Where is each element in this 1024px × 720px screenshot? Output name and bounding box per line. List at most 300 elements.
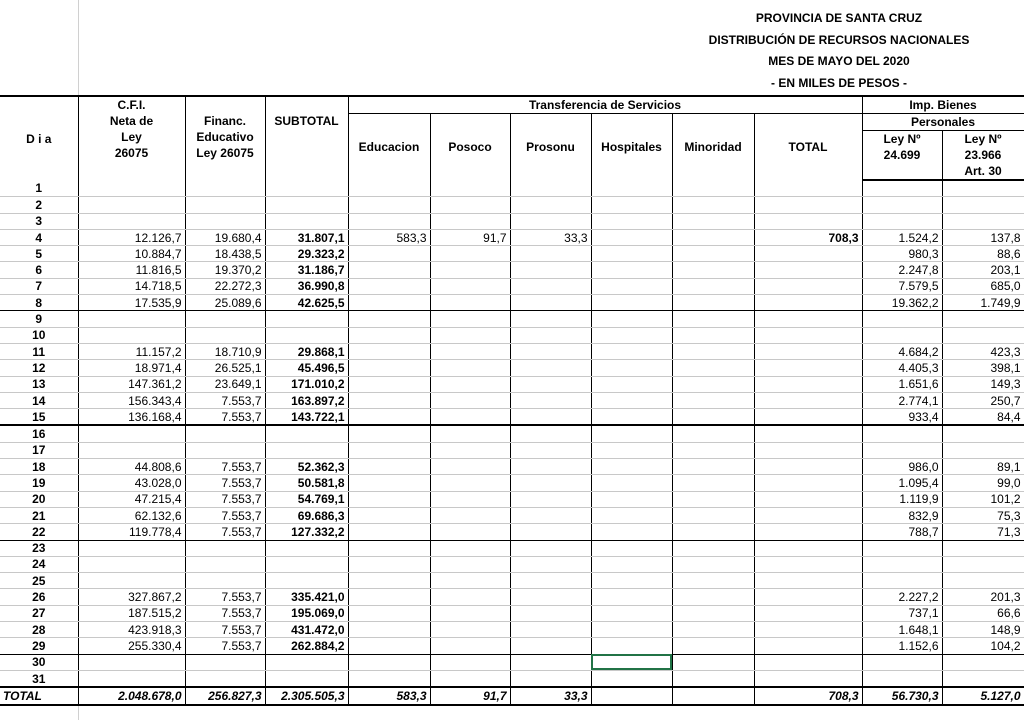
cfi-cell[interactable]: 255.330,4 — [78, 638, 185, 654]
subtotal-cell[interactable]: 45.496,5 — [265, 360, 348, 376]
cfi-cell[interactable]: 43.028,0 — [78, 475, 185, 491]
financ-cell[interactable] — [185, 540, 265, 556]
header-dia[interactable]: D i a — [0, 96, 78, 180]
prosonu-cell[interactable] — [510, 442, 591, 458]
cfi-cell[interactable] — [78, 213, 185, 229]
posoco-cell[interactable] — [430, 442, 510, 458]
educacion-cell[interactable] — [348, 670, 430, 687]
prosonu-cell[interactable] — [510, 654, 591, 670]
posoco-cell[interactable] — [430, 246, 510, 262]
educacion-cell[interactable] — [348, 360, 430, 376]
ley-24699-cell[interactable]: 4.684,2 — [862, 343, 942, 359]
posoco-cell[interactable] — [430, 376, 510, 392]
subtotal-cell[interactable]: 31.807,1 — [265, 229, 348, 245]
dia-cell[interactable]: 19 — [0, 475, 78, 491]
educacion-cell[interactable] — [348, 605, 430, 621]
cfi-cell[interactable]: 147.361,2 — [78, 376, 185, 392]
ley-23966-cell[interactable]: 423,3 — [942, 343, 1024, 359]
ley-24699-cell[interactable]: 2.227,2 — [862, 589, 942, 605]
financ-cell[interactable]: 7.553,7 — [185, 605, 265, 621]
prosonu-cell[interactable] — [510, 475, 591, 491]
subtotal-cell[interactable]: 52.362,3 — [265, 459, 348, 475]
dia-cell[interactable]: 13 — [0, 376, 78, 392]
minoridad-cell[interactable] — [672, 392, 754, 408]
posoco-cell[interactable]: 91,7 — [430, 229, 510, 245]
posoco-cell[interactable] — [430, 589, 510, 605]
financ-cell[interactable]: 18.710,9 — [185, 343, 265, 359]
educacion-cell[interactable] — [348, 442, 430, 458]
header-hospitales[interactable]: Hospitales — [591, 114, 672, 181]
ley-23966-cell[interactable]: 137,8 — [942, 229, 1024, 245]
financ-cell[interactable]: 26.525,1 — [185, 360, 265, 376]
hospitales-cell[interactable] — [591, 540, 672, 556]
posoco-cell[interactable] — [430, 409, 510, 426]
posoco-cell[interactable] — [430, 654, 510, 670]
total-cell[interactable] — [754, 670, 862, 687]
dia-cell[interactable]: 21 — [0, 507, 78, 523]
subtotal-cell[interactable]: 335.421,0 — [265, 589, 348, 605]
ley-24699-cell[interactable] — [862, 197, 942, 213]
educacion-cell[interactable] — [348, 409, 430, 426]
cfi-cell[interactable]: 18.971,4 — [78, 360, 185, 376]
dia-cell[interactable]: 22 — [0, 524, 78, 540]
total-cell[interactable] — [754, 475, 862, 491]
hospitales-cell[interactable] — [591, 425, 672, 442]
dia-cell[interactable]: 8 — [0, 295, 78, 311]
financ-cell[interactable]: 25.089,6 — [185, 295, 265, 311]
financ-cell[interactable] — [185, 327, 265, 343]
posoco-cell[interactable] — [430, 425, 510, 442]
total-cell[interactable] — [754, 540, 862, 556]
financ-cell[interactable] — [185, 556, 265, 572]
ley-24699-cell[interactable]: 1.152,6 — [862, 638, 942, 654]
total-cell[interactable] — [754, 262, 862, 278]
cfi-cell[interactable] — [78, 556, 185, 572]
financ-cell[interactable] — [185, 213, 265, 229]
financ-cell[interactable]: 18.438,5 — [185, 246, 265, 262]
header-prosonu[interactable]: Prosonu — [510, 114, 591, 181]
subtotal-cell[interactable]: 143.722,1 — [265, 409, 348, 426]
total-cell[interactable] — [754, 360, 862, 376]
subtotal-cell[interactable] — [265, 197, 348, 213]
prosonu-cell[interactable] — [510, 392, 591, 408]
financ-cell[interactable] — [185, 670, 265, 687]
ley-23966-cell[interactable]: 88,6 — [942, 246, 1024, 262]
minoridad-cell[interactable] — [672, 589, 754, 605]
ley-23966-cell[interactable] — [942, 573, 1024, 589]
dia-cell[interactable]: 27 — [0, 605, 78, 621]
ley-24699-cell[interactable]: 832,9 — [862, 507, 942, 523]
cfi-cell[interactable]: 156.343,4 — [78, 392, 185, 408]
ley-24699-cell[interactable] — [862, 327, 942, 343]
ley-23966-cell[interactable] — [942, 670, 1024, 687]
subtotal-cell[interactable] — [265, 654, 348, 670]
educacion-cell[interactable]: 583,3 — [348, 229, 430, 245]
posoco-cell[interactable] — [430, 360, 510, 376]
dia-cell[interactable]: 1 — [0, 180, 78, 197]
total-cell[interactable] — [754, 442, 862, 458]
cfi-cell[interactable] — [78, 180, 185, 197]
hospitales-cell[interactable] — [591, 213, 672, 229]
posoco-cell[interactable] — [430, 638, 510, 654]
ley-24699-cell[interactable]: 1.651,6 — [862, 376, 942, 392]
posoco-cell[interactable] — [430, 311, 510, 327]
hospitales-cell[interactable] — [591, 409, 672, 426]
posoco-cell[interactable] — [430, 213, 510, 229]
prosonu-cell[interactable] — [510, 409, 591, 426]
prosonu-cell[interactable] — [510, 524, 591, 540]
header-posoco[interactable]: Posoco — [430, 114, 510, 181]
minoridad-cell[interactable] — [672, 262, 754, 278]
posoco-cell[interactable] — [430, 670, 510, 687]
ley-23966-cell[interactable]: 66,6 — [942, 605, 1024, 621]
header-cfi[interactable] — [78, 96, 185, 180]
prosonu-cell[interactable] — [510, 670, 591, 687]
subtotal-cell[interactable] — [265, 180, 348, 197]
subtotal-cell[interactable] — [265, 556, 348, 572]
subtotal-cell[interactable] — [265, 573, 348, 589]
subtotal-cell[interactable] — [265, 442, 348, 458]
total-cell[interactable] — [754, 376, 862, 392]
dia-cell[interactable]: 16 — [0, 425, 78, 442]
subtotal-cell[interactable]: 29.323,2 — [265, 246, 348, 262]
cfi-cell[interactable]: 136.168,4 — [78, 409, 185, 426]
minoridad-cell[interactable] — [672, 670, 754, 687]
posoco-cell[interactable] — [430, 475, 510, 491]
hospitales-cell[interactable] — [591, 343, 672, 359]
prosonu-cell[interactable] — [510, 295, 591, 311]
total-total-cell[interactable]: 708,3 — [754, 687, 862, 704]
hospitales-cell[interactable] — [591, 605, 672, 621]
hospitales-cell[interactable] — [591, 491, 672, 507]
educacion-cell[interactable] — [348, 343, 430, 359]
ley-24699-cell[interactable]: 1.119,9 — [862, 491, 942, 507]
posoco-cell[interactable] — [430, 295, 510, 311]
prosonu-cell[interactable]: 33,3 — [510, 229, 591, 245]
ley-24699-cell[interactable]: 933,4 — [862, 409, 942, 426]
total-subtotal-cell[interactable]: 2.305.505,3 — [265, 687, 348, 704]
subtotal-cell[interactable] — [265, 213, 348, 229]
total-cell[interactable] — [754, 459, 862, 475]
ley-23966-cell[interactable] — [942, 556, 1024, 572]
ley-23966-cell[interactable]: 104,2 — [942, 638, 1024, 654]
total-ley-23966-cell[interactable]: 5.127,0 — [942, 687, 1024, 704]
cfi-cell[interactable]: 17.535,9 — [78, 295, 185, 311]
total-cell[interactable] — [754, 589, 862, 605]
ley-23966-cell[interactable]: 1.749,9 — [942, 295, 1024, 311]
total-cell[interactable] — [754, 197, 862, 213]
dia-cell[interactable]: 5 — [0, 246, 78, 262]
total-cell[interactable] — [754, 507, 862, 523]
total-educacion-cell[interactable]: 583,3 — [348, 687, 430, 704]
ley-24699-cell[interactable] — [862, 442, 942, 458]
total-ley-24699-cell[interactable]: 56.730,3 — [862, 687, 942, 704]
ley-24699-cell[interactable]: 980,3 — [862, 246, 942, 262]
posoco-cell[interactable] — [430, 459, 510, 475]
subtotal-cell[interactable]: 262.884,2 — [265, 638, 348, 654]
minoridad-cell[interactable] — [672, 327, 754, 343]
total-financ-cell[interactable]: 256.827,3 — [185, 687, 265, 704]
educacion-cell[interactable] — [348, 573, 430, 589]
cfi-cell[interactable]: 12.126,7 — [78, 229, 185, 245]
minoridad-cell[interactable] — [672, 278, 754, 294]
financ-cell[interactable]: 19.680,4 — [185, 229, 265, 245]
educacion-cell[interactable] — [348, 654, 430, 670]
cfi-cell[interactable]: 11.157,2 — [78, 343, 185, 359]
ley-24699-cell[interactable]: 7.579,5 — [862, 278, 942, 294]
posoco-cell[interactable] — [430, 262, 510, 278]
prosonu-cell[interactable] — [510, 459, 591, 475]
subtotal-cell[interactable] — [265, 425, 348, 442]
posoco-cell[interactable] — [430, 343, 510, 359]
subtotal-cell[interactable]: 31.186,7 — [265, 262, 348, 278]
financ-cell[interactable]: 7.553,7 — [185, 475, 265, 491]
financ-cell[interactable]: 7.553,7 — [185, 459, 265, 475]
posoco-cell[interactable] — [430, 197, 510, 213]
hospitales-cell[interactable] — [591, 360, 672, 376]
minoridad-cell[interactable] — [672, 229, 754, 245]
educacion-cell[interactable] — [348, 295, 430, 311]
cfi-cell[interactable] — [78, 197, 185, 213]
ley-23966-cell[interactable]: 398,1 — [942, 360, 1024, 376]
ley-23966-cell[interactable]: 149,3 — [942, 376, 1024, 392]
prosonu-cell[interactable] — [510, 180, 591, 197]
financ-cell[interactable] — [185, 425, 265, 442]
educacion-cell[interactable] — [348, 622, 430, 638]
hospitales-cell[interactable] — [591, 392, 672, 408]
educacion-cell[interactable] — [348, 524, 430, 540]
total-posoco-cell[interactable]: 91,7 — [430, 687, 510, 704]
dia-cell[interactable]: 12 — [0, 360, 78, 376]
posoco-cell[interactable] — [430, 540, 510, 556]
ley-23966-cell[interactable]: 71,3 — [942, 524, 1024, 540]
ley-23966-cell[interactable] — [942, 197, 1024, 213]
hospitales-cell[interactable] — [591, 197, 672, 213]
minoridad-cell[interactable] — [672, 573, 754, 589]
minoridad-cell[interactable] — [672, 343, 754, 359]
prosonu-cell[interactable] — [510, 491, 591, 507]
hospitales-cell[interactable] — [591, 327, 672, 343]
minoridad-cell[interactable] — [672, 442, 754, 458]
educacion-cell[interactable] — [348, 475, 430, 491]
prosonu-cell[interactable] — [510, 311, 591, 327]
minoridad-cell[interactable] — [672, 311, 754, 327]
dia-cell[interactable]: 28 — [0, 622, 78, 638]
financ-cell[interactable] — [185, 654, 265, 670]
ley-24699-cell[interactable]: 4.405,3 — [862, 360, 942, 376]
minoridad-cell[interactable] — [672, 524, 754, 540]
prosonu-cell[interactable] — [510, 197, 591, 213]
total-cell[interactable] — [754, 409, 862, 426]
dia-cell[interactable]: 30 — [0, 654, 78, 670]
total-cell[interactable] — [754, 311, 862, 327]
prosonu-cell[interactable] — [510, 573, 591, 589]
dia-cell[interactable]: 7 — [0, 278, 78, 294]
dia-cell[interactable]: 4 — [0, 229, 78, 245]
prosonu-cell[interactable] — [510, 425, 591, 442]
educacion-cell[interactable] — [348, 278, 430, 294]
header-educacion[interactable]: Educacion — [348, 114, 430, 181]
ley-23966-cell[interactable] — [942, 540, 1024, 556]
dia-cell[interactable]: 23 — [0, 540, 78, 556]
hospitales-cell[interactable] — [591, 262, 672, 278]
dia-cell[interactable]: 26 — [0, 589, 78, 605]
ley-24699-cell[interactable] — [862, 540, 942, 556]
subtotal-cell[interactable]: 36.990,8 — [265, 278, 348, 294]
hospitales-cell[interactable] — [591, 654, 672, 670]
hospitales-cell[interactable] — [591, 589, 672, 605]
total-cell[interactable] — [754, 180, 862, 197]
dia-cell[interactable]: 29 — [0, 638, 78, 654]
dia-cell[interactable]: 2 — [0, 197, 78, 213]
financ-cell[interactable] — [185, 197, 265, 213]
ley-24699-cell[interactable]: 2.247,8 — [862, 262, 942, 278]
prosonu-cell[interactable] — [510, 605, 591, 621]
ley-23966-cell[interactable]: 685,0 — [942, 278, 1024, 294]
dia-cell[interactable]: 31 — [0, 670, 78, 687]
prosonu-cell[interactable] — [510, 278, 591, 294]
dia-cell[interactable]: 9 — [0, 311, 78, 327]
ley-23966-cell[interactable]: 84,4 — [942, 409, 1024, 426]
ley-24699-cell[interactable]: 2.774,1 — [862, 392, 942, 408]
minoridad-cell[interactable] — [672, 295, 754, 311]
cfi-cell[interactable] — [78, 573, 185, 589]
header-ley-23966[interactable] — [942, 131, 1024, 181]
minoridad-cell[interactable] — [672, 654, 754, 670]
hospitales-cell[interactable] — [591, 622, 672, 638]
financ-cell[interactable] — [185, 573, 265, 589]
total-cell[interactable] — [754, 246, 862, 262]
dia-cell[interactable]: 6 — [0, 262, 78, 278]
educacion-cell[interactable] — [348, 180, 430, 197]
financ-cell[interactable]: 19.370,2 — [185, 262, 265, 278]
subtotal-cell[interactable] — [265, 670, 348, 687]
cfi-cell[interactable] — [78, 311, 185, 327]
ley-24699-cell[interactable]: 788,7 — [862, 524, 942, 540]
minoridad-cell[interactable] — [672, 638, 754, 654]
cfi-cell[interactable]: 47.215,4 — [78, 491, 185, 507]
educacion-cell[interactable] — [348, 246, 430, 262]
educacion-cell[interactable] — [348, 213, 430, 229]
total-cell[interactable] — [754, 524, 862, 540]
cfi-cell[interactable]: 62.132,6 — [78, 507, 185, 523]
prosonu-cell[interactable] — [510, 589, 591, 605]
posoco-cell[interactable] — [430, 180, 510, 197]
header-imp-group[interactable] — [862, 96, 1024, 114]
hospitales-cell[interactable] — [591, 638, 672, 654]
hospitales-cell[interactable] — [591, 229, 672, 245]
posoco-cell[interactable] — [430, 622, 510, 638]
posoco-cell[interactable] — [430, 491, 510, 507]
ley-23966-cell[interactable]: 75,3 — [942, 507, 1024, 523]
cfi-cell[interactable] — [78, 327, 185, 343]
educacion-cell[interactable] — [348, 638, 430, 654]
minoridad-cell[interactable] — [672, 425, 754, 442]
financ-cell[interactable]: 7.553,7 — [185, 409, 265, 426]
hospitales-cell[interactable] — [591, 524, 672, 540]
hospitales-cell[interactable] — [591, 376, 672, 392]
ley-24699-cell[interactable] — [862, 654, 942, 670]
prosonu-cell[interactable] — [510, 540, 591, 556]
financ-cell[interactable]: 7.553,7 — [185, 589, 265, 605]
educacion-cell[interactable] — [348, 262, 430, 278]
ley-23966-cell[interactable]: 201,3 — [942, 589, 1024, 605]
subtotal-cell[interactable] — [265, 311, 348, 327]
cfi-cell[interactable]: 11.816,5 — [78, 262, 185, 278]
educacion-cell[interactable] — [348, 459, 430, 475]
ley-24699-cell[interactable] — [862, 573, 942, 589]
subtotal-cell[interactable] — [265, 540, 348, 556]
minoridad-cell[interactable] — [672, 556, 754, 572]
total-cell[interactable] — [754, 327, 862, 343]
total-cell[interactable] — [754, 491, 862, 507]
financ-cell[interactable]: 7.553,7 — [185, 622, 265, 638]
prosonu-cell[interactable] — [510, 507, 591, 523]
total-minoridad-cell[interactable] — [672, 687, 754, 704]
educacion-cell[interactable] — [348, 589, 430, 605]
prosonu-cell[interactable] — [510, 556, 591, 572]
cfi-cell[interactable] — [78, 442, 185, 458]
hospitales-cell[interactable] — [591, 459, 672, 475]
subtotal-cell[interactable]: 431.472,0 — [265, 622, 348, 638]
minoridad-cell[interactable] — [672, 376, 754, 392]
hospitales-cell[interactable] — [591, 295, 672, 311]
minoridad-cell[interactable] — [672, 605, 754, 621]
dia-cell[interactable]: 20 — [0, 491, 78, 507]
hospitales-cell[interactable] — [591, 507, 672, 523]
minoridad-cell[interactable] — [672, 475, 754, 491]
prosonu-cell[interactable] — [510, 327, 591, 343]
educacion-cell[interactable] — [348, 327, 430, 343]
financ-cell[interactable]: 7.553,7 — [185, 392, 265, 408]
prosonu-cell[interactable] — [510, 622, 591, 638]
ley-24699-cell[interactable]: 737,1 — [862, 605, 942, 621]
dia-cell[interactable]: 10 — [0, 327, 78, 343]
minoridad-cell[interactable] — [672, 459, 754, 475]
minoridad-cell[interactable] — [672, 540, 754, 556]
ley-24699-cell[interactable]: 1.648,1 — [862, 622, 942, 638]
prosonu-cell[interactable] — [510, 262, 591, 278]
ley-23966-cell[interactable] — [942, 180, 1024, 197]
subtotal-cell[interactable]: 171.010,2 — [265, 376, 348, 392]
hospitales-cell[interactable] — [591, 311, 672, 327]
total-cell[interactable] — [754, 392, 862, 408]
ley-23966-cell[interactable]: 89,1 — [942, 459, 1024, 475]
prosonu-cell[interactable] — [510, 638, 591, 654]
dia-cell[interactable]: 11 — [0, 343, 78, 359]
total-prosonu-cell[interactable]: 33,3 — [510, 687, 591, 704]
ley-24699-cell[interactable]: 1.095,4 — [862, 475, 942, 491]
educacion-cell[interactable] — [348, 491, 430, 507]
cfi-cell[interactable]: 423.918,3 — [78, 622, 185, 638]
posoco-cell[interactable] — [430, 524, 510, 540]
financ-cell[interactable]: 7.553,7 — [185, 524, 265, 540]
posoco-cell[interactable] — [430, 278, 510, 294]
minoridad-cell[interactable] — [672, 622, 754, 638]
dia-cell[interactable]: 17 — [0, 442, 78, 458]
total-cfi-cell[interactable]: 2.048.678,0 — [78, 687, 185, 704]
prosonu-cell[interactable] — [510, 343, 591, 359]
dia-cell[interactable]: 14 — [0, 392, 78, 408]
ley-24699-cell[interactable]: 1.524,2 — [862, 229, 942, 245]
header-financ[interactable] — [185, 96, 265, 180]
educacion-cell[interactable] — [348, 392, 430, 408]
ley-23966-cell[interactable]: 203,1 — [942, 262, 1024, 278]
cfi-cell[interactable]: 119.778,4 — [78, 524, 185, 540]
total-cell[interactable] — [754, 278, 862, 294]
educacion-cell[interactable] — [348, 425, 430, 442]
dia-cell[interactable]: 3 — [0, 213, 78, 229]
